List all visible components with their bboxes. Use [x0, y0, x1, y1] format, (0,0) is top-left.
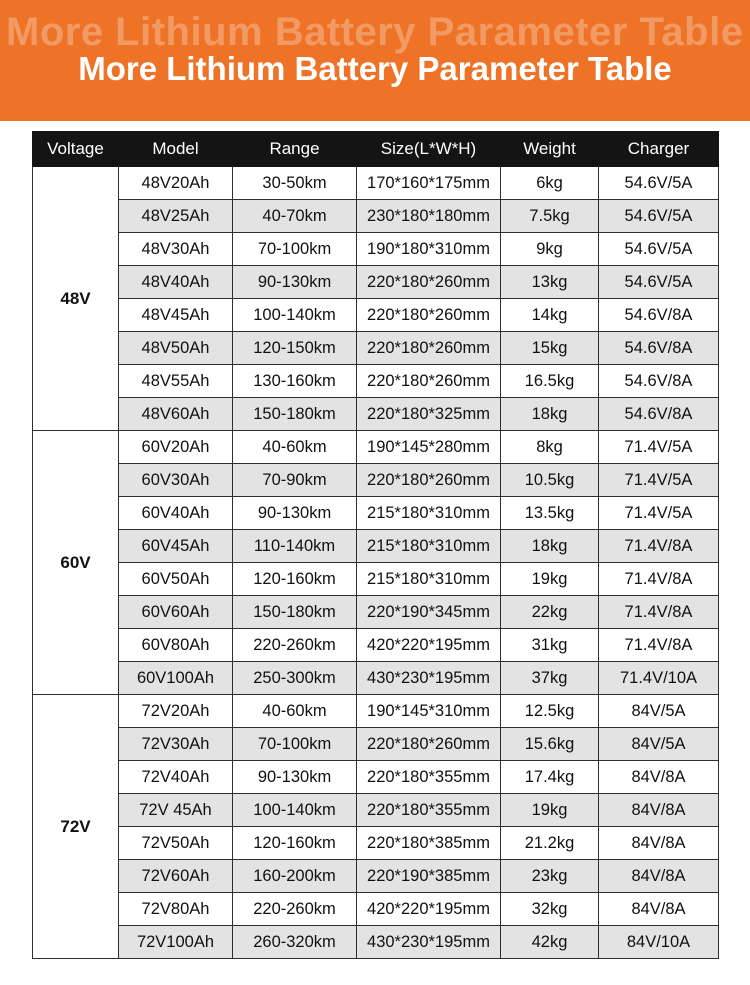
weight-cell: 14kg — [501, 299, 599, 332]
model-cell: 48V55Ah — [119, 365, 233, 398]
weight-cell: 15kg — [501, 332, 599, 365]
table-row — [33, 695, 719, 728]
table-row — [33, 431, 719, 464]
charger-cell: 71.4V/8A — [599, 530, 719, 563]
weight-cell: 21.2kg — [501, 827, 599, 860]
model-cell: 48V50Ah — [119, 332, 233, 365]
size-cell: 190*180*310mm — [357, 233, 501, 266]
range-cell: 120-160km — [233, 563, 357, 596]
charger-cell: 71.4V/8A — [599, 596, 719, 629]
table-row — [33, 926, 719, 959]
weight-cell: 18kg — [501, 398, 599, 431]
table-row — [33, 266, 719, 299]
range-cell: 90-130km — [233, 761, 357, 794]
weight-cell: 9kg — [501, 233, 599, 266]
size-cell: 430*230*195mm — [357, 926, 501, 959]
model-cell: 72V50Ah — [119, 827, 233, 860]
table-row — [33, 827, 719, 860]
charger-cell: 84V/5A — [599, 728, 719, 761]
weight-cell: 32kg — [501, 893, 599, 926]
table-row — [33, 233, 719, 266]
range-cell: 120-160km — [233, 827, 357, 860]
weight-cell: 7.5kg — [501, 200, 599, 233]
weight-cell: 13.5kg — [501, 497, 599, 530]
range-cell: 70-100km — [233, 233, 357, 266]
weight-cell: 42kg — [501, 926, 599, 959]
charger-cell: 54.6V/8A — [599, 332, 719, 365]
weight-cell: 31kg — [501, 629, 599, 662]
range-cell: 40-60km — [233, 431, 357, 464]
header-range: Range — [233, 132, 357, 167]
range-cell: 70-90km — [233, 464, 357, 497]
charger-cell: 71.4V/5A — [599, 431, 719, 464]
range-cell: 100-140km — [233, 299, 357, 332]
battery-parameter-table — [32, 131, 719, 959]
size-cell: 430*230*195mm — [357, 662, 501, 695]
range-cell: 150-180km — [233, 398, 357, 431]
range-cell: 40-70km — [233, 200, 357, 233]
size-cell: 220*190*345mm — [357, 596, 501, 629]
range-cell: 250-300km — [233, 662, 357, 695]
table-row — [33, 662, 719, 695]
model-cell: 48V30Ah — [119, 233, 233, 266]
table-row — [33, 200, 719, 233]
charger-cell: 71.4V/8A — [599, 563, 719, 596]
charger-cell: 54.6V/8A — [599, 365, 719, 398]
size-cell: 420*220*195mm — [357, 893, 501, 926]
size-cell: 220*180*260mm — [357, 299, 501, 332]
charger-cell: 71.4V/10A — [599, 662, 719, 695]
range-cell: 70-100km — [233, 728, 357, 761]
model-cell: 72V20Ah — [119, 695, 233, 728]
model-cell: 60V100Ah — [119, 662, 233, 695]
size-cell: 190*145*280mm — [357, 431, 501, 464]
title-banner — [0, 0, 750, 121]
model-cell: 72V100Ah — [119, 926, 233, 959]
range-cell: 110-140km — [233, 530, 357, 563]
range-cell: 40-60km — [233, 695, 357, 728]
table-row — [33, 530, 719, 563]
weight-cell: 13kg — [501, 266, 599, 299]
charger-cell: 54.6V/5A — [599, 233, 719, 266]
size-cell: 190*145*310mm — [357, 695, 501, 728]
size-cell: 220*180*260mm — [357, 365, 501, 398]
size-cell: 215*180*310mm — [357, 563, 501, 596]
table-row — [33, 794, 719, 827]
weight-cell: 23kg — [501, 860, 599, 893]
banner-ghost-text: More Lithium Battery Parameter Table — [6, 10, 744, 54]
range-cell: 120-150km — [233, 332, 357, 365]
size-cell: 220*180*325mm — [357, 398, 501, 431]
model-cell: 72V40Ah — [119, 761, 233, 794]
voltage-group-label: 48V — [33, 167, 119, 431]
weight-cell: 22kg — [501, 596, 599, 629]
model-cell: 48V45Ah — [119, 299, 233, 332]
charger-cell: 84V/10A — [599, 926, 719, 959]
model-cell: 60V20Ah — [119, 431, 233, 464]
model-cell: 48V40Ah — [119, 266, 233, 299]
size-cell: 220*180*385mm — [357, 827, 501, 860]
size-cell: 420*220*195mm — [357, 629, 501, 662]
weight-cell: 10.5kg — [501, 464, 599, 497]
table-row — [33, 629, 719, 662]
header-model: Model — [119, 132, 233, 167]
charger-cell: 84V/8A — [599, 827, 719, 860]
range-cell: 130-160km — [233, 365, 357, 398]
header-weight: Weight — [501, 132, 599, 167]
charger-cell: 84V/5A — [599, 695, 719, 728]
weight-cell: 18kg — [501, 530, 599, 563]
range-cell: 90-130km — [233, 497, 357, 530]
model-cell: 60V45Ah — [119, 530, 233, 563]
charger-cell: 54.6V/5A — [599, 200, 719, 233]
size-cell: 220*180*355mm — [357, 761, 501, 794]
size-cell: 220*180*260mm — [357, 464, 501, 497]
weight-cell: 16.5kg — [501, 365, 599, 398]
size-cell: 230*180*180mm — [357, 200, 501, 233]
range-cell: 220-260km — [233, 893, 357, 926]
range-cell: 160-200km — [233, 860, 357, 893]
size-cell: 220*180*260mm — [357, 728, 501, 761]
table-row — [33, 860, 719, 893]
header-charger: Charger — [599, 132, 719, 167]
model-cell: 60V40Ah — [119, 497, 233, 530]
voltage-group-label: 72V — [33, 695, 119, 959]
table-row — [33, 464, 719, 497]
charger-cell: 54.6V/5A — [599, 167, 719, 200]
charger-cell: 84V/8A — [599, 860, 719, 893]
table-row — [33, 728, 719, 761]
range-cell: 260-320km — [233, 926, 357, 959]
size-cell: 170*160*175mm — [357, 167, 501, 200]
charger-cell: 84V/8A — [599, 893, 719, 926]
model-cell: 60V60Ah — [119, 596, 233, 629]
weight-cell: 19kg — [501, 563, 599, 596]
model-cell: 60V80Ah — [119, 629, 233, 662]
weight-cell: 15.6kg — [501, 728, 599, 761]
weight-cell: 17.4kg — [501, 761, 599, 794]
table-row — [33, 398, 719, 431]
charger-cell: 71.4V/5A — [599, 464, 719, 497]
table-row — [33, 596, 719, 629]
table-row — [33, 167, 719, 200]
model-cell: 72V30Ah — [119, 728, 233, 761]
header-voltage: Voltage — [33, 132, 119, 167]
model-cell: 60V30Ah — [119, 464, 233, 497]
charger-cell: 84V/8A — [599, 761, 719, 794]
model-cell: 48V25Ah — [119, 200, 233, 233]
table-row — [33, 365, 719, 398]
model-cell: 72V80Ah — [119, 893, 233, 926]
voltage-group-label: 60V — [33, 431, 119, 695]
table-row — [33, 761, 719, 794]
range-cell: 150-180km — [233, 596, 357, 629]
size-cell: 220*180*260mm — [357, 266, 501, 299]
weight-cell: 6kg — [501, 167, 599, 200]
charger-cell: 71.4V/8A — [599, 629, 719, 662]
weight-cell: 37kg — [501, 662, 599, 695]
weight-cell: 19kg — [501, 794, 599, 827]
page-title: More Lithium Battery Parameter Table — [78, 50, 672, 87]
weight-cell: 12.5kg — [501, 695, 599, 728]
table-row — [33, 332, 719, 365]
model-cell: 48V20Ah — [119, 167, 233, 200]
table-row — [33, 893, 719, 926]
charger-cell: 84V/8A — [599, 794, 719, 827]
table-row — [33, 299, 719, 332]
range-cell: 90-130km — [233, 266, 357, 299]
model-cell: 72V 45Ah — [119, 794, 233, 827]
charger-cell: 54.6V/5A — [599, 266, 719, 299]
charger-cell: 54.6V/8A — [599, 398, 719, 431]
range-cell: 220-260km — [233, 629, 357, 662]
header-size: Size(L*W*H) — [357, 132, 501, 167]
size-cell: 215*180*310mm — [357, 497, 501, 530]
table-row — [33, 563, 719, 596]
size-cell: 220*180*260mm — [357, 332, 501, 365]
table-header-row — [33, 132, 719, 167]
weight-cell: 8kg — [501, 431, 599, 464]
charger-cell: 71.4V/5A — [599, 497, 719, 530]
size-cell: 220*180*355mm — [357, 794, 501, 827]
size-cell: 220*190*385mm — [357, 860, 501, 893]
table-row — [33, 497, 719, 530]
model-cell: 48V60Ah — [119, 398, 233, 431]
model-cell: 72V60Ah — [119, 860, 233, 893]
model-cell: 60V50Ah — [119, 563, 233, 596]
charger-cell: 54.6V/8A — [599, 299, 719, 332]
size-cell: 215*180*310mm — [357, 530, 501, 563]
range-cell: 100-140km — [233, 794, 357, 827]
range-cell: 30-50km — [233, 167, 357, 200]
table-body — [33, 167, 719, 959]
